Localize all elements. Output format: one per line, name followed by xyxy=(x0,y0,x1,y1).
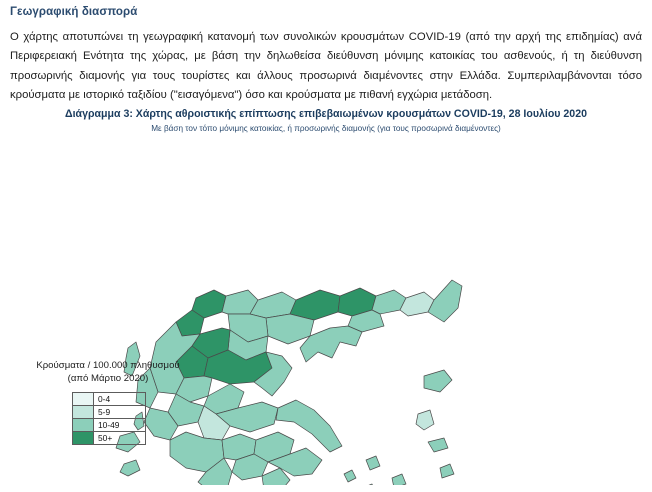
legend-label-0-4: 0-4 xyxy=(98,393,111,404)
section-heading: Γεωγραφική διασπορά xyxy=(10,6,138,18)
legend-title-line1: Κρούσματα / 100.000 πληθυσμού xyxy=(36,360,180,371)
legend-swatch-5-9 xyxy=(73,406,94,418)
region-samos xyxy=(428,438,448,452)
region-dodekanisa xyxy=(440,464,454,478)
figure-subtitle: Με βάση τον τόπο μόνιμης κατοικίας, ή προσωρινής διαμονής (για τους προσωρινά διαμένοντες) xyxy=(151,124,501,133)
region-zakynthos xyxy=(120,460,140,476)
legend-row xyxy=(73,432,145,444)
region-lesvos xyxy=(424,370,452,392)
legend-swatch-0-4 xyxy=(73,393,94,405)
legend-label-10-49: 10-49 xyxy=(98,419,120,430)
legend-swatch-50plus xyxy=(73,432,94,444)
region-serres xyxy=(290,290,340,320)
legend-swatch-10-49 xyxy=(73,419,94,431)
legend-row xyxy=(73,393,145,406)
region-chios xyxy=(416,410,434,430)
legend-label-50plus: 50+ xyxy=(98,432,113,443)
legend-title-line2: (από Μάρτιο 2020) xyxy=(67,372,149,384)
region-kyklades-4 xyxy=(392,474,406,485)
legend-title xyxy=(18,360,198,386)
legend-items xyxy=(72,392,146,445)
legend-label-5-9: 5-9 xyxy=(98,406,111,417)
legend-row xyxy=(73,406,145,419)
region-kyklades-3 xyxy=(362,484,376,485)
legend-row xyxy=(73,419,145,432)
body-paragraph: Ο χάρτης αποτυπώνει τη γεωγραφική κατανομή των συνολικών κρουσμάτων COVID-19 (από την αρχή της επιδημίας) ανά Περιφερειακή Ενότητα της χώρας, με βάση την δηλωθείσα διεύθυνση μόνιμης κατοικίας του ασθενούς, ή τη διεύθυνση προσωρινής διαμονής για τους τουρίστες και άλλους προσωρινά διαμένοντες στην Ελλάδα. Συμπεριλαμβάνονται τόσο κρούσματα με ιστορικό ταξιδίου ("εισαγόμενα") όσο και κρούσματα με πιθανή εγχώρια μετάδοση. xyxy=(10,31,642,102)
region-kyklades xyxy=(344,470,356,482)
figure-title: Διάγραμμα 3: Χάρτης αθροιστικής επίπτωσης επιβεβαιωμένων κρουσμάτων COVID-19, 28 Ιουλίου 2020 xyxy=(65,108,587,120)
region-kyklades-2 xyxy=(366,456,380,470)
map-legend xyxy=(18,360,218,445)
